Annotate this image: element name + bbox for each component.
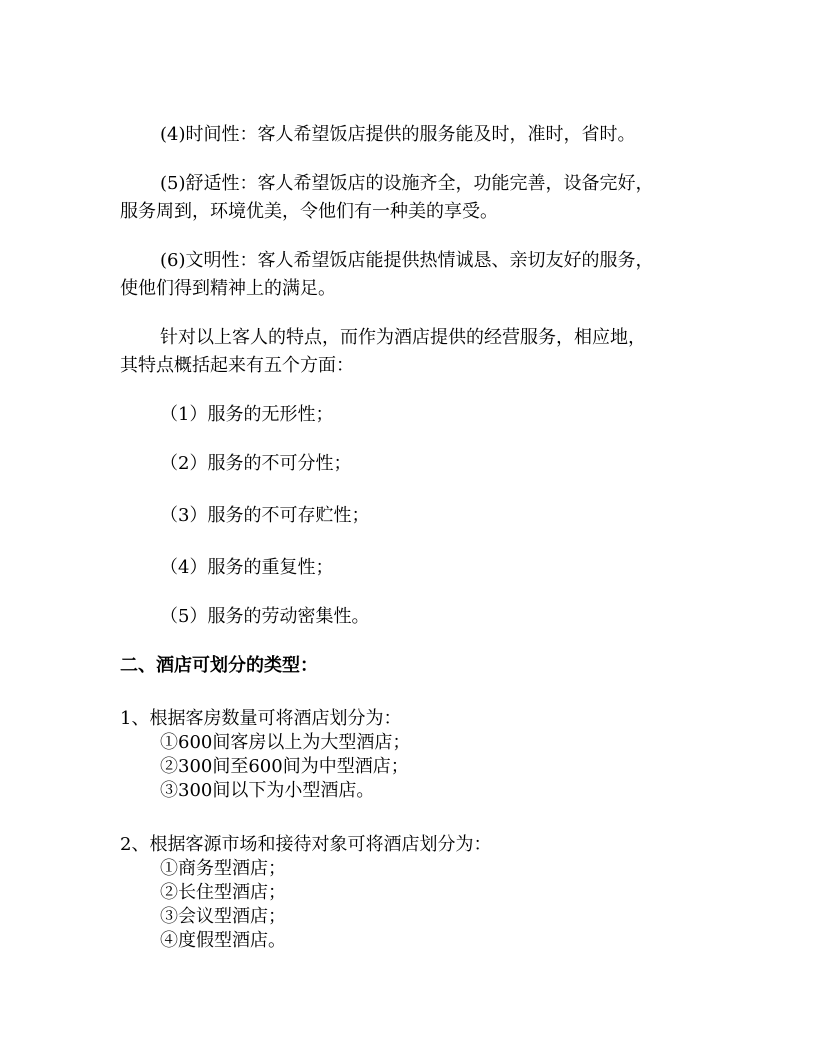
paragraph-intro-line1: 针对以上客人的特点，而作为酒店提供的经营服务，相应地，: [160, 327, 646, 348]
rooms-classification-item: ①600间客房以上为大型酒店；: [160, 732, 411, 753]
section-heading: 二、酒店可划分的类型：: [120, 655, 318, 676]
market-classification-item: ④度假型酒店。: [160, 930, 286, 951]
service-feature-item: （4）服务的重复性；: [160, 557, 334, 578]
service-feature-item: （5）服务的劳动密集性。: [160, 606, 370, 627]
paragraph-civility-line1: (6)文明性：客人希望饭店能提供热情诚恳、亲切友好的服务，: [160, 250, 654, 271]
service-feature-item: （2）服务的不可分性；: [160, 453, 352, 474]
paragraph-comfort-line2: 服务周到，环境优美，令他们有一种美的享受。: [120, 201, 498, 222]
market-classification-title: 2、根据客源市场和接待对象可将酒店划分为：: [120, 834, 492, 855]
service-feature-item: （1）服务的无形性；: [160, 404, 334, 425]
paragraph-timeliness: (4)时间性：客人希望饭店提供的服务能及时，准时，省时。: [160, 124, 636, 145]
paragraph-intro-line2: 其特点概括起来有五个方面：: [120, 355, 354, 376]
rooms-classification-title: 1、根据客房数量可将酒店划分为：: [120, 708, 402, 729]
market-classification-item: ②长住型酒店；: [160, 882, 286, 903]
paragraph-civility-line2: 使他们得到精神上的满足。: [120, 278, 336, 299]
service-feature-item: （3）服务的不可存贮性；: [160, 505, 370, 526]
rooms-classification-item: ③300间以下为小型酒店。: [160, 780, 375, 801]
paragraph-comfort-line1: (5)舒适性：客人希望饭店的设施齐全，功能完善，设备完好，: [160, 173, 654, 194]
rooms-classification-item: ②300间至600间为中型酒店；: [160, 756, 409, 777]
market-classification-item: ①商务型酒店；: [160, 858, 286, 879]
market-classification-item: ③会议型酒店；: [160, 906, 286, 927]
